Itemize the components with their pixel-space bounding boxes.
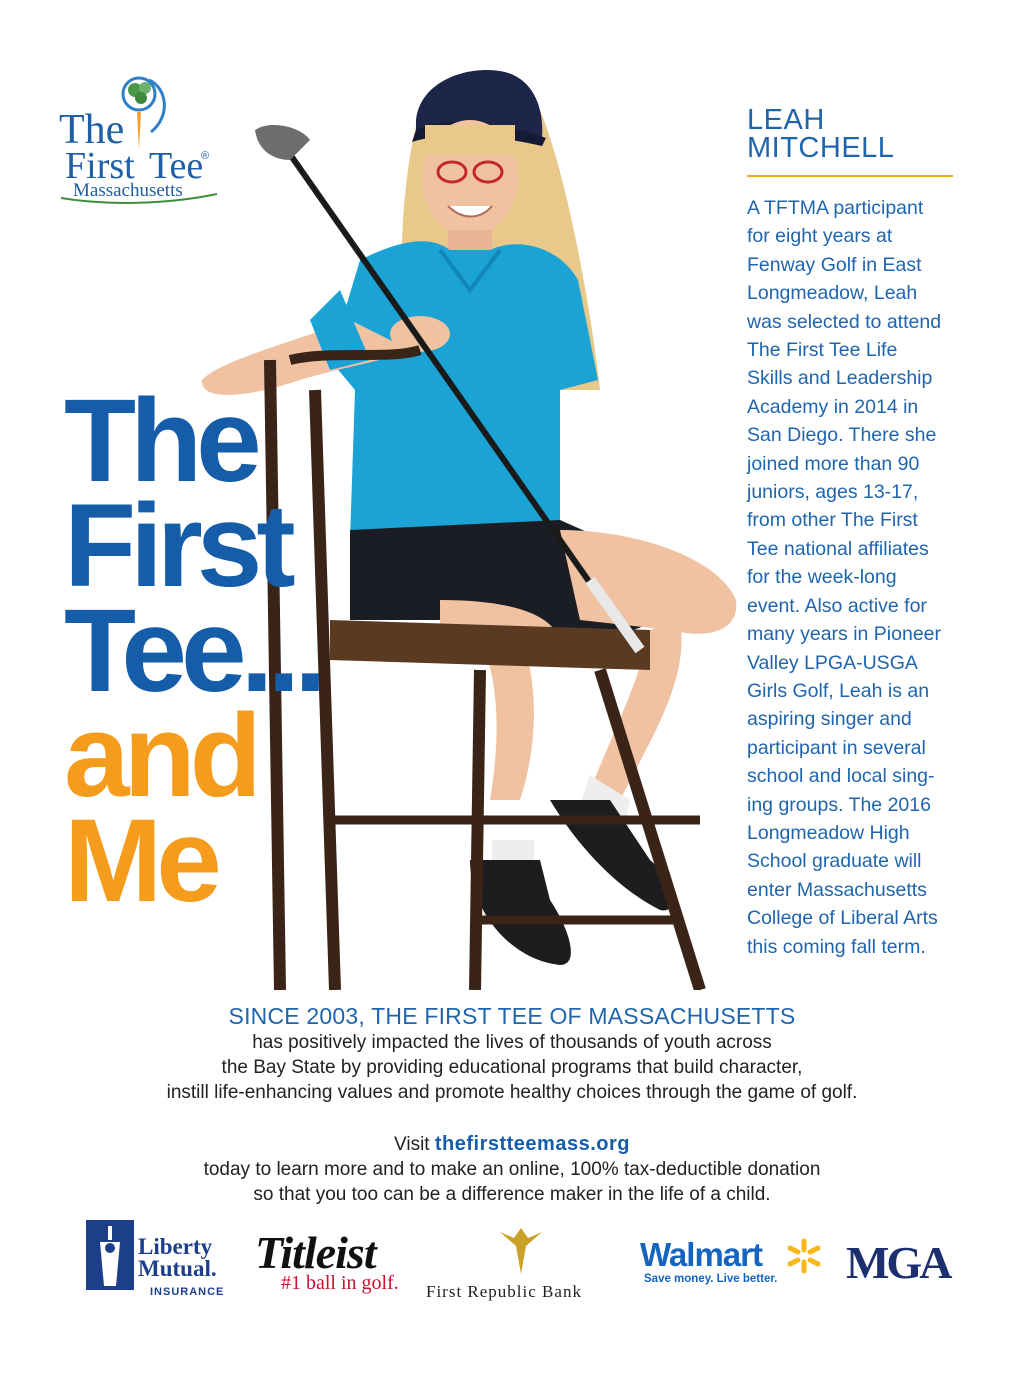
bio-line: ing groups. The 2016 — [747, 793, 931, 816]
bio-line: joined more than 90 — [747, 452, 920, 475]
bio-line: juniors, ages 13-17, — [747, 481, 919, 504]
walmart-spark-icon — [786, 1238, 822, 1274]
cta-visit-line — [0, 1133, 1024, 1156]
cta-visit-text: Visit — [394, 1134, 435, 1155]
bio-line: from other The First — [747, 509, 918, 532]
bio-line: Fenway Golf in East — [747, 253, 922, 276]
titleist-logo — [255, 1226, 425, 1306]
insurance-text: INSURANCE — [150, 1286, 225, 1298]
bio-line: many years in Pioneer — [747, 623, 942, 646]
mission-heading: SINCE 2003, THE FIRST TEE OF MASSACHUSETTS — [228, 1003, 796, 1029]
liberty-mutual-logo — [86, 1220, 226, 1300]
headline-me: Me — [64, 795, 216, 927]
logo-tee-text: Tee — [149, 145, 204, 187]
first-republic-text: First Republic Bank — [426, 1282, 582, 1301]
bio-line: Academy in 2014 in — [747, 395, 919, 418]
mission-line-3: instill life-enhancing values and promote healthy choices through the game of golf. — [166, 1082, 858, 1103]
participant-first-name: LEAH — [747, 104, 825, 136]
bio-line: Longmeadow High — [747, 821, 910, 844]
bio-line: was selected to attend — [747, 310, 942, 333]
bio-line: Longmeadow, Leah — [747, 282, 918, 305]
eagle-icon — [498, 1226, 544, 1276]
walmart-tagline: Save money. Live better. — [644, 1273, 778, 1285]
cta-line-3: so that you too can be a difference maker in the life of a child. — [253, 1184, 771, 1205]
tree-golfer-icon — [115, 72, 185, 152]
bio-line: Skills and Leadership — [747, 367, 933, 390]
bio-line: Tee national affiliates — [747, 537, 929, 560]
participant-bio — [747, 194, 962, 961]
bio-line: participant in several — [747, 736, 926, 759]
logo-first-text: First — [65, 145, 135, 187]
mga-wordmark: MGA — [846, 1237, 950, 1288]
titleist-wordmark: Titleist — [255, 1227, 376, 1278]
mutual-text: Mutual. — [138, 1256, 217, 1281]
bio-line: for the week-long — [747, 566, 897, 589]
name-divider — [747, 175, 953, 177]
headline-and: and — [64, 690, 256, 822]
bio-line: this coming fall term. — [747, 935, 926, 958]
mission-line-1: has positively impacted the lives of thousands of youth across — [252, 1032, 772, 1053]
bio-line: event. Also active for — [747, 594, 927, 617]
headline-tee: Tee... — [64, 585, 321, 717]
mga-logo — [846, 1236, 950, 1296]
logo-the-text: The — [59, 107, 125, 153]
liberty-text: Liberty — [138, 1234, 213, 1259]
cta-line-2: today to learn more and to make an online, 100% tax-deductible donation — [203, 1159, 821, 1180]
first-republic-bank-logo — [424, 1226, 619, 1306]
bio-line: College of Liberal Arts — [747, 907, 938, 930]
registered-mark: ® — [201, 150, 210, 162]
headline-first: First — [64, 480, 290, 612]
walmart-logo — [640, 1236, 830, 1296]
bio-line: The First Tee Life — [747, 339, 898, 362]
logo-massachusetts-text: Massachusetts — [73, 180, 183, 201]
website-link[interactable]: thefirstteemass.org — [434, 1133, 630, 1155]
bio-line: enter Massachusetts — [747, 878, 927, 901]
walmart-wordmark: Walmart — [640, 1236, 762, 1273]
headline-the: The — [64, 375, 256, 507]
bio-line: Girls Golf, Leah is an — [747, 679, 930, 702]
bio-line: A TFTMA participant — [747, 197, 924, 219]
bio-line: San Diego. There she — [747, 424, 937, 447]
bio-line: for eight years at — [747, 225, 893, 248]
bio-line: Valley LPGA-USGA — [747, 651, 918, 674]
titleist-tagline: #1 ball in golf. — [281, 1272, 399, 1294]
bio-line: school and local sing- — [747, 765, 935, 788]
bio-line: School graduate will — [747, 850, 922, 873]
participant-name — [747, 106, 957, 162]
statue-of-liberty-icon — [86, 1220, 134, 1290]
mission-line-2: the Bay State by providing educational programs that build character, — [221, 1057, 803, 1078]
bio-line: aspiring singer and — [747, 708, 912, 731]
participant-last-name: MITCHELL — [747, 132, 895, 164]
